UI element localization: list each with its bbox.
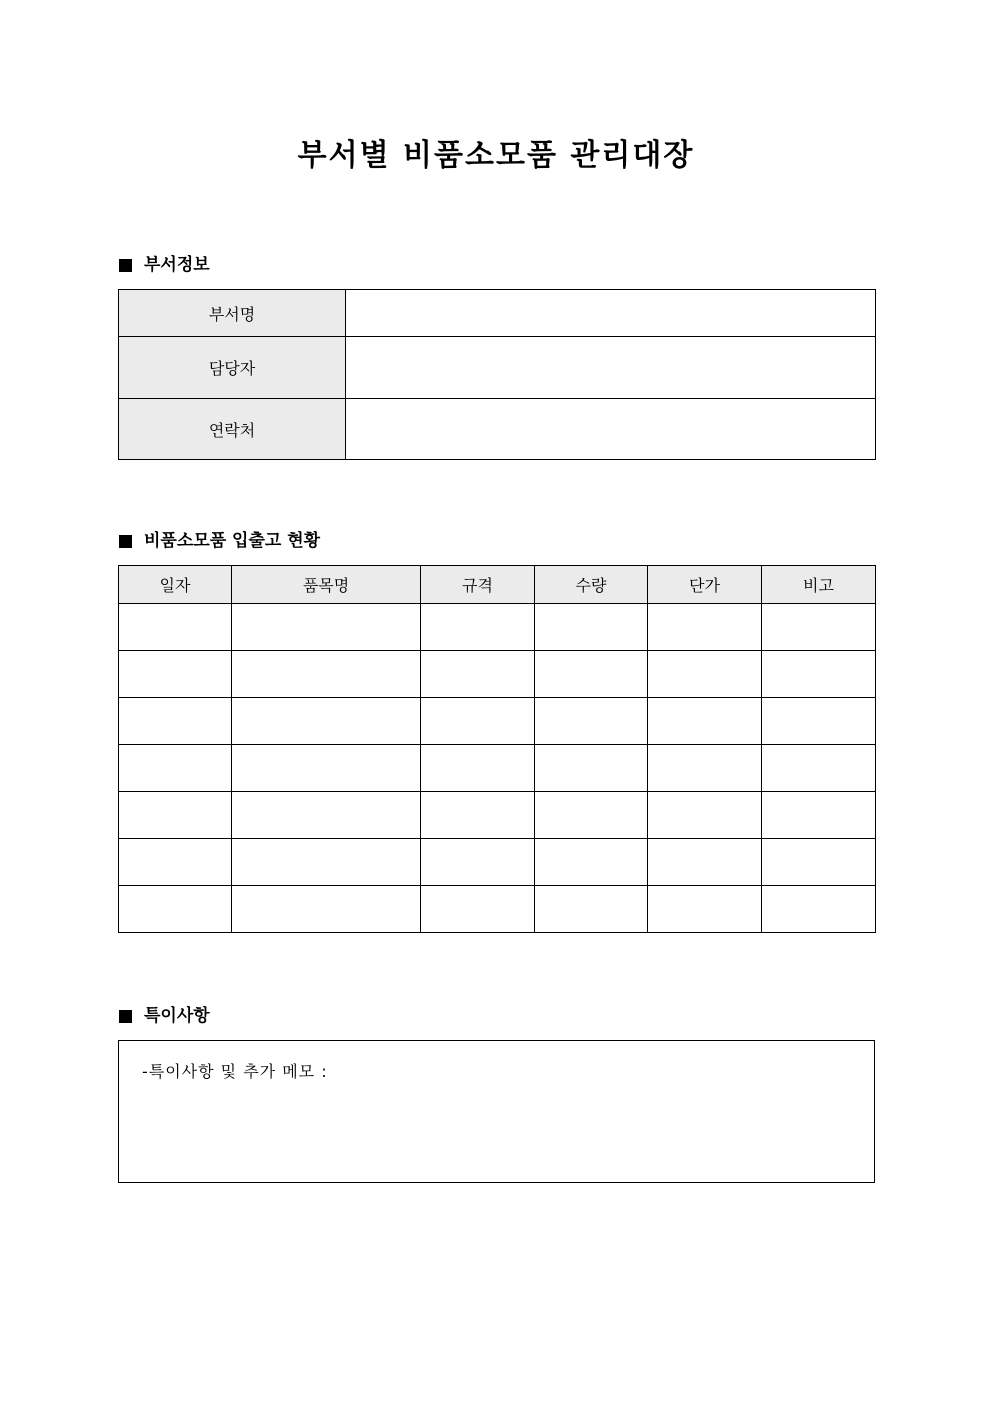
table-header-row bbox=[119, 566, 876, 604]
notes-memo-box[interactable] bbox=[118, 1040, 875, 1183]
cell-unit-price[interactable] bbox=[648, 745, 762, 792]
section-heading-ledger bbox=[119, 529, 320, 553]
cell-item-name[interactable] bbox=[232, 792, 421, 839]
cell-item-name[interactable] bbox=[232, 651, 421, 698]
page-title: 부서별 비품소모품 관리대장 bbox=[297, 138, 695, 173]
department-info-table bbox=[118, 289, 876, 460]
cell-date[interactable] bbox=[119, 745, 232, 792]
table-row bbox=[119, 698, 876, 745]
cell-date[interactable] bbox=[119, 886, 232, 933]
cell-unit-price[interactable] bbox=[648, 839, 762, 886]
cell-item-name[interactable] bbox=[232, 886, 421, 933]
dept-name-field[interactable] bbox=[346, 290, 876, 337]
cell-spec[interactable] bbox=[421, 651, 535, 698]
square-bullet-icon bbox=[119, 535, 132, 548]
contact-field[interactable] bbox=[346, 399, 876, 460]
dept-name-label: 부서명 bbox=[119, 290, 346, 337]
memo-label: -특이사항 및 추가 메모 : bbox=[142, 1062, 328, 1081]
cell-spec[interactable] bbox=[421, 886, 535, 933]
column-header-item-name: 품목명 bbox=[232, 566, 421, 604]
cell-spec[interactable] bbox=[421, 604, 535, 651]
cell-unit-price[interactable] bbox=[648, 604, 762, 651]
table-row bbox=[119, 745, 876, 792]
cell-unit-price[interactable] bbox=[648, 698, 762, 745]
cell-remarks[interactable] bbox=[762, 651, 876, 698]
cell-remarks[interactable] bbox=[762, 839, 876, 886]
cell-remarks[interactable] bbox=[762, 604, 876, 651]
contact-label: 연락처 bbox=[119, 399, 346, 460]
inventory-ledger-table bbox=[118, 565, 876, 933]
table-row bbox=[119, 290, 876, 337]
cell-date[interactable] bbox=[119, 792, 232, 839]
cell-spec[interactable] bbox=[421, 792, 535, 839]
cell-quantity[interactable] bbox=[535, 792, 648, 839]
cell-unit-price[interactable] bbox=[648, 886, 762, 933]
section-heading-label: 부서정보 bbox=[144, 255, 210, 275]
cell-spec[interactable] bbox=[421, 839, 535, 886]
cell-quantity[interactable] bbox=[535, 651, 648, 698]
cell-unit-price[interactable] bbox=[648, 792, 762, 839]
column-header-spec: 규격 bbox=[421, 566, 535, 604]
cell-item-name[interactable] bbox=[232, 698, 421, 745]
cell-unit-price[interactable] bbox=[648, 651, 762, 698]
table-row bbox=[119, 604, 876, 651]
cell-remarks[interactable] bbox=[762, 886, 876, 933]
cell-item-name[interactable] bbox=[232, 745, 421, 792]
column-header-quantity: 수량 bbox=[535, 566, 648, 604]
column-header-remarks: 비고 bbox=[762, 566, 876, 604]
manager-label: 담당자 bbox=[119, 337, 346, 399]
cell-date[interactable] bbox=[119, 651, 232, 698]
cell-date[interactable] bbox=[119, 604, 232, 651]
table-row bbox=[119, 839, 876, 886]
cell-remarks[interactable] bbox=[762, 745, 876, 792]
cell-quantity[interactable] bbox=[535, 698, 648, 745]
square-bullet-icon bbox=[119, 259, 132, 272]
section-heading-label: 특이사항 bbox=[144, 1006, 210, 1026]
manager-field[interactable] bbox=[346, 337, 876, 399]
cell-quantity[interactable] bbox=[535, 604, 648, 651]
table-row bbox=[119, 886, 876, 933]
section-heading-notes bbox=[119, 1004, 210, 1028]
cell-item-name[interactable] bbox=[232, 604, 421, 651]
cell-quantity[interactable] bbox=[535, 745, 648, 792]
column-header-unit-price: 단가 bbox=[648, 566, 762, 604]
table-row bbox=[119, 651, 876, 698]
cell-date[interactable] bbox=[119, 839, 232, 886]
table-row bbox=[119, 792, 876, 839]
section-heading-department bbox=[119, 253, 210, 277]
square-bullet-icon bbox=[119, 1010, 132, 1023]
cell-spec[interactable] bbox=[421, 698, 535, 745]
cell-quantity[interactable] bbox=[535, 886, 648, 933]
cell-remarks[interactable] bbox=[762, 792, 876, 839]
table-row bbox=[119, 337, 876, 399]
cell-item-name[interactable] bbox=[232, 839, 421, 886]
table-row bbox=[119, 399, 876, 460]
cell-spec[interactable] bbox=[421, 745, 535, 792]
cell-date[interactable] bbox=[119, 698, 232, 745]
cell-quantity[interactable] bbox=[535, 839, 648, 886]
cell-remarks[interactable] bbox=[762, 698, 876, 745]
column-header-date: 일자 bbox=[119, 566, 232, 604]
section-heading-label: 비품소모품 입출고 현황 bbox=[144, 531, 321, 551]
